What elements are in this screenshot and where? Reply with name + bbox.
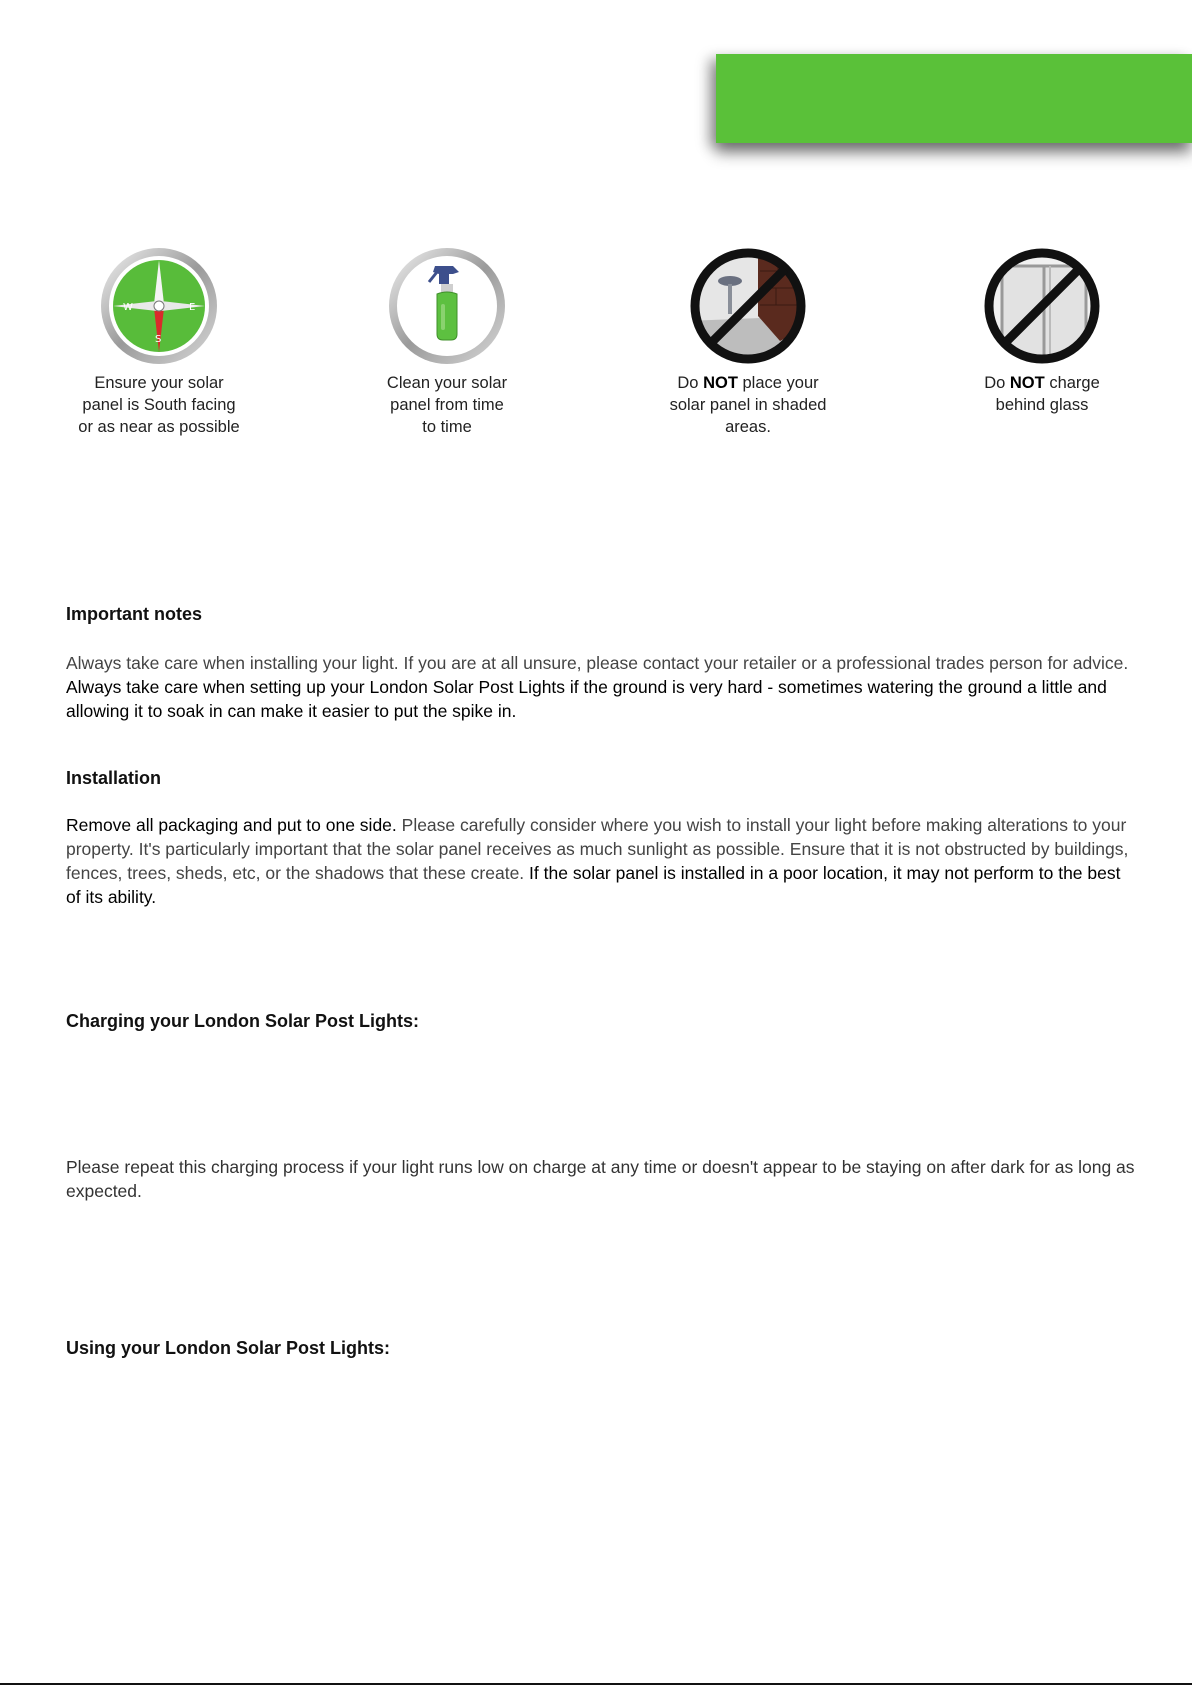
important-notes-text: Always take care when installing your light. If you are at all unsure, please contact your retailer or a professional trades person for advice. Always take care when setting up your London Solar Post Lights if the ground is very hard - sometimes watering the ground a little and allowing it to soak in can make it easier to put the spike in. bbox=[66, 653, 1129, 721]
tip-clean-panel bbox=[337, 246, 557, 438]
charging-heading: Charging your London Solar Post Lights: bbox=[66, 1011, 419, 1031]
no-shade-icon bbox=[687, 246, 809, 366]
charging-text: Please repeat this charging process if your light runs low on charge at any time or doesn't appear to be staying on after dark for as long as expected. bbox=[66, 1157, 1135, 1201]
important-notes-heading: Important notes bbox=[66, 604, 203, 624]
compass-letter-s: S bbox=[155, 334, 162, 345]
spray-bottle-icon bbox=[386, 246, 508, 366]
tip-no-shade bbox=[638, 246, 858, 438]
compass-letter-w: W bbox=[123, 302, 133, 313]
tip-no-glass bbox=[932, 246, 1152, 416]
compass-icon bbox=[98, 246, 220, 366]
tip-caption: Do NOT charge behind glass bbox=[984, 374, 1100, 414]
compass-letter-e: E bbox=[189, 302, 196, 313]
no-glass-icon bbox=[981, 246, 1103, 366]
tip-south-facing bbox=[49, 246, 269, 438]
installation-text: Remove all packaging and put to one side. Please carefully consider where you wish to install your light before making alterations to your property. It's particularly important that the solar panel receives as much sunlight as possible. Ensure that it is not obstructed by buildings, fences, trees, sheds, etc, or the shadows that these create. If the solar panel is installed in a poor location, it may not perform to the best of its ability. bbox=[66, 815, 1129, 907]
using-heading: Using your London Solar Post Lights: bbox=[66, 1338, 390, 1358]
tip-caption: Ensure your solar panel is South facing or as near as possible bbox=[78, 374, 240, 436]
installation-heading: Installation bbox=[66, 768, 162, 788]
tip-caption: Do NOT place your solar panel in shaded areas. bbox=[669, 374, 827, 436]
header-banner bbox=[716, 54, 1192, 143]
tip-caption: Clean your solar panel from time to time bbox=[386, 374, 508, 436]
